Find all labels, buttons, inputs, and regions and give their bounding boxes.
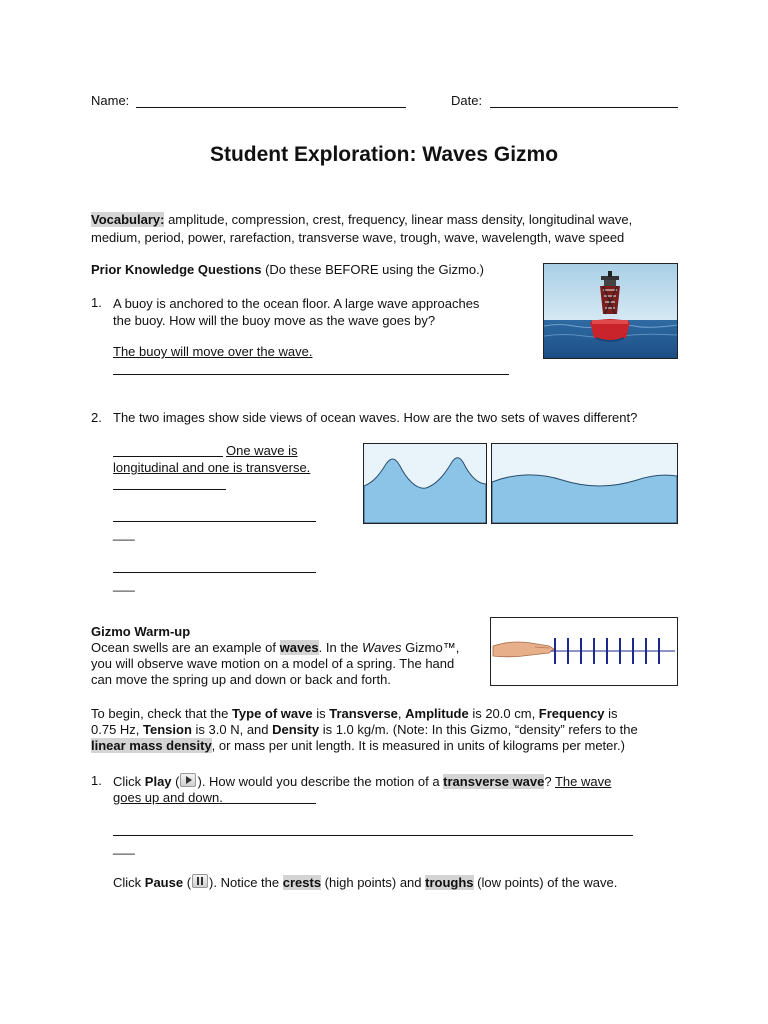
name-label: Name: [91, 93, 130, 108]
warmup-q1-answer2[interactable]: goes up and down. [113, 790, 223, 805]
vocabulary-line2: medium, period, power, rarefaction, transverse wave, trough, wave, wavelength, wave speed [91, 230, 625, 245]
page-title: Student Exploration: Waves Gizmo [209, 143, 559, 166]
warmup-q1-blank[interactable]: ___ [113, 840, 135, 855]
prior-q1-answer-line[interactable] [113, 374, 509, 375]
term-transverse-wave: transverse wave [443, 774, 545, 789]
warmup-q1-answer2-tail[interactable] [218, 803, 316, 804]
vocabulary-section [91, 211, 691, 247]
tall-waves-image [363, 443, 487, 524]
warmup-paragraph1: Ocean swells are an example of waves. In the Waves Gizmo™, you will observe wave motion on a model of a spring. The hand can move the spring up and down or back and forth. [91, 640, 460, 687]
term-crests: crests [282, 875, 322, 890]
vocabulary-label: Vocabulary: [91, 212, 165, 227]
tall-waves-illustration [364, 444, 486, 523]
warmup-q1-number: 1. [91, 773, 102, 788]
play-button-icon[interactable] [180, 773, 196, 787]
prior-q2-text: The two images show side views of ocean waves. How are the two sets of waves different? [113, 410, 638, 425]
term-troughs: troughs [425, 875, 474, 890]
prior-q2-number: 2. [91, 410, 102, 425]
prior-q1-text: A buoy is anchored to the ocean floor. A large wave approaches the buoy. How will the buoy move as the wave goes by? [113, 296, 480, 328]
prior-q1-number: 1. [91, 295, 102, 310]
prior-q2-answer-line4[interactable] [113, 521, 316, 522]
warmup-pause-text: Click Pause ( ). Notice the crests (high points) and troughs (low points) of the wave. [113, 875, 618, 890]
prior-knowledge-heading: Prior Knowledge Questions (Do these BEFORE using the Gizmo.) [91, 262, 485, 277]
prior-q2-answer-line5[interactable] [113, 572, 316, 573]
pause-button-icon[interactable] [192, 874, 208, 888]
buoy-illustration [544, 264, 677, 358]
term-linear-mass-density: linear mass density [91, 738, 212, 753]
term-waves: waves [279, 640, 319, 655]
warmup-q1-answer1[interactable]: The wave [554, 774, 612, 789]
buoy-image [543, 263, 678, 359]
name-field[interactable] [136, 107, 406, 108]
warmup-q1-answer-line[interactable] [113, 835, 633, 836]
warmup-paragraph2: To begin, check that the Type of wave is Transverse, Amplitude is 20.0 cm, Frequency is 0.75 Hz, Tension is 3.0 N, and Density is 1.0 kg/m. (Note: In this Gizmo, “density” refers to the linear mass density, or mass per unit length. It is measured in units of kilograms per meter.) [91, 706, 638, 753]
prior-q2-blank2[interactable]: ___ [113, 577, 135, 592]
spring-model-illustration [491, 618, 677, 685]
vocabulary-line1: amplitude, compression, crest, frequency, linear mass density, longitudinal wave, [168, 212, 633, 227]
prior-q1-answer[interactable]: The buoy will move over the wave. [113, 344, 313, 359]
prior-q2-answer-line1[interactable]: One wave is [226, 443, 298, 458]
warmup-heading: Gizmo Warm-up [91, 624, 191, 639]
spring-model-image [490, 617, 678, 686]
date-label: Date: [451, 93, 483, 108]
prior-q2-answer-line-lead[interactable] [113, 456, 223, 457]
warmup-q1-text: Click Play ( ). How would you describe the motion of a transverse wave? The wave [113, 774, 612, 789]
prior-q2-answer-line2[interactable]: longitudinal and one is transverse. [113, 460, 311, 475]
prior-q2-answer-line3[interactable] [113, 489, 226, 490]
prior-q2-blank1[interactable]: ___ [113, 526, 135, 541]
gentle-waves-image [491, 443, 678, 524]
date-field[interactable] [490, 107, 678, 108]
gentle-waves-illustration [492, 444, 677, 523]
